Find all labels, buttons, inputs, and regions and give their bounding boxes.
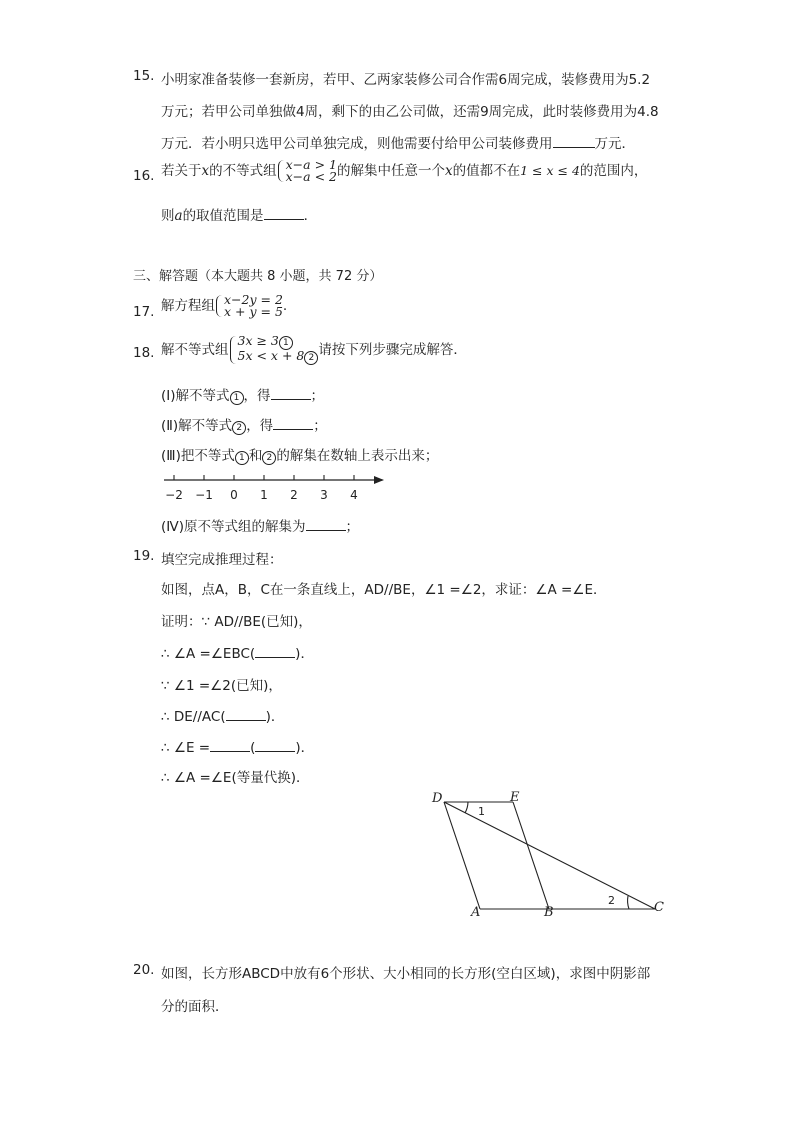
- q19-reason2-blank[interactable]: [226, 708, 266, 721]
- q15-answer-blank[interactable]: [553, 135, 595, 148]
- q18-line: [161, 335, 467, 365]
- q17-equation-system: [215, 294, 283, 318]
- number-line: [160, 468, 390, 504]
- point-E-label: E: [510, 790, 520, 805]
- q16-text: 的范围内，: [579, 163, 648, 179]
- point-A-label: A: [471, 905, 481, 920]
- circled-one: 1: [279, 336, 293, 350]
- q17-line: [161, 294, 287, 318]
- q18-inequality-system: [229, 335, 319, 365]
- q19-title: 填空完成推理过程：: [161, 552, 283, 568]
- q18-step2: (Ⅱ)解不等式 2 ，得 ；: [161, 418, 327, 434]
- q16-line2: [161, 204, 317, 224]
- q18-text: 请按下列步骤完成解答．: [318, 342, 467, 358]
- q19-line5: ∴ ∠E = ( )．: [161, 740, 315, 756]
- q16-var-a: a: [174, 208, 183, 224]
- q19-angle-blank[interactable]: [210, 739, 250, 752]
- angle-1-label: 1: [478, 805, 485, 818]
- q16-text: 的解集中任意一个: [336, 163, 445, 179]
- q16-range: 1 ≤ x ≤ 4: [520, 163, 580, 178]
- q18-number: 18.: [133, 345, 155, 361]
- q19-line6: ∴ ∠A =∠E(等量代换)．: [161, 770, 310, 786]
- q18-step1-blank[interactable]: [271, 387, 311, 400]
- q19-line3: ∵ ∠1 =∠2(已知)，: [161, 678, 282, 694]
- axis-tick-label: 2: [290, 488, 298, 502]
- q17-text: .: [282, 298, 288, 314]
- q18-step4: (Ⅳ)原不等式组的解集为 ；: [161, 519, 359, 535]
- circled-one: 1: [230, 391, 244, 405]
- q19-reason1-blank[interactable]: [255, 645, 295, 658]
- q19-reason3-blank[interactable]: [255, 739, 295, 752]
- q16-text: 的不等式组: [209, 163, 277, 179]
- point-C-label: C: [654, 900, 664, 915]
- axis-tick-label: −1: [195, 488, 213, 502]
- angle-2-label: 2: [608, 894, 615, 907]
- axis-tick-label: −2: [165, 488, 183, 502]
- q17-number: 17.: [133, 304, 155, 320]
- section-title: 三、解答题（本大题共 8 小题，共 72 分）: [133, 269, 383, 284]
- q18-step2-blank[interactable]: [273, 417, 313, 430]
- q20-number: 20.: [133, 962, 155, 978]
- q19-line1: 证明：∵ AD//BE(已知)，: [161, 614, 312, 630]
- q19-given: 如图，点A，B，C在一条直线上，AD//BE，∠1 =∠2，求证：∠A =∠E．: [161, 582, 607, 598]
- q16-answer-blank[interactable]: [264, 207, 304, 220]
- q18-sys-line2: 5x < x + 8 2: [238, 350, 319, 365]
- point-D-label: D: [432, 791, 443, 806]
- q16-var-x: x: [444, 163, 453, 179]
- q16-text: 的值都不在: [452, 163, 521, 179]
- q16-var-x: x: [201, 163, 210, 179]
- q16-inequality-system: [277, 159, 337, 183]
- q20-line1: 如图，长方形ABCD中放有6个形状、大小相同的长方形(空白区域)，求图中阴影部: [161, 966, 651, 982]
- q17-sys-line2: x + y = 5: [224, 304, 283, 319]
- q18-step1: (Ⅰ)解不等式 1 ，得 ；: [161, 388, 325, 404]
- axis-tick-label: 0: [230, 488, 238, 502]
- q17-sys-line1: x−2y = 2: [224, 292, 283, 307]
- q18-sys-line1: 3x ≥ 3 1: [238, 335, 319, 350]
- q16-text: 则: [161, 208, 175, 224]
- q19-line2: ∴ ∠A =∠EBC( )．: [161, 646, 314, 662]
- q16-number: 16.: [133, 168, 155, 184]
- q20-line2: 分的面积．: [161, 999, 229, 1015]
- geometry-figure: [425, 785, 675, 925]
- q19-number: 19.: [133, 548, 155, 564]
- axis-tick-label: 3: [320, 488, 328, 502]
- q15-line3: [161, 132, 635, 152]
- circled-two: 2: [232, 421, 246, 435]
- q18-text: 解不等式组: [161, 342, 229, 358]
- circled-one: 1: [235, 451, 249, 465]
- q15-line1: 小明家准备装修一套新房，若甲、乙两家装修公司合作需6周完成，装修费用为5.2: [161, 72, 651, 88]
- point-B-label: B: [544, 905, 554, 920]
- axis-tick-label: 4: [350, 488, 358, 502]
- q17-text: 解方程组: [161, 298, 215, 314]
- q16-text: 若关于: [161, 163, 202, 179]
- axis-tick-label: 1: [260, 488, 268, 502]
- q15-line3-text: 万元．若小明只选甲公司单独完成，则他需要付给甲公司装修费用: [161, 136, 553, 152]
- q15-line3-end: 万元．: [594, 136, 635, 152]
- q16-text: ．: [303, 208, 318, 224]
- q15-line2: 万元；若甲公司单独做4周，剩下的由乙公司做，还需9周完成，此时装修费用为4.8: [161, 104, 659, 120]
- arrow-right-icon: [374, 476, 384, 484]
- q16-sys-line1: x−a > 1: [285, 157, 337, 172]
- q18-step3: (Ⅲ)把不等式 1 和 2 的解集在数轴上表示出来；: [161, 448, 439, 464]
- q18-step4-blank[interactable]: [306, 518, 346, 531]
- q16-sys-line2: x−a < 2: [285, 169, 337, 184]
- q15-number: 15.: [133, 68, 155, 84]
- q16-line1: [161, 159, 647, 183]
- circled-two: 2: [262, 451, 276, 465]
- q16-text: 的取值范围是: [182, 208, 264, 224]
- circled-two: 2: [304, 351, 318, 365]
- q19-line4: ∴ DE//AC( )．: [161, 709, 285, 725]
